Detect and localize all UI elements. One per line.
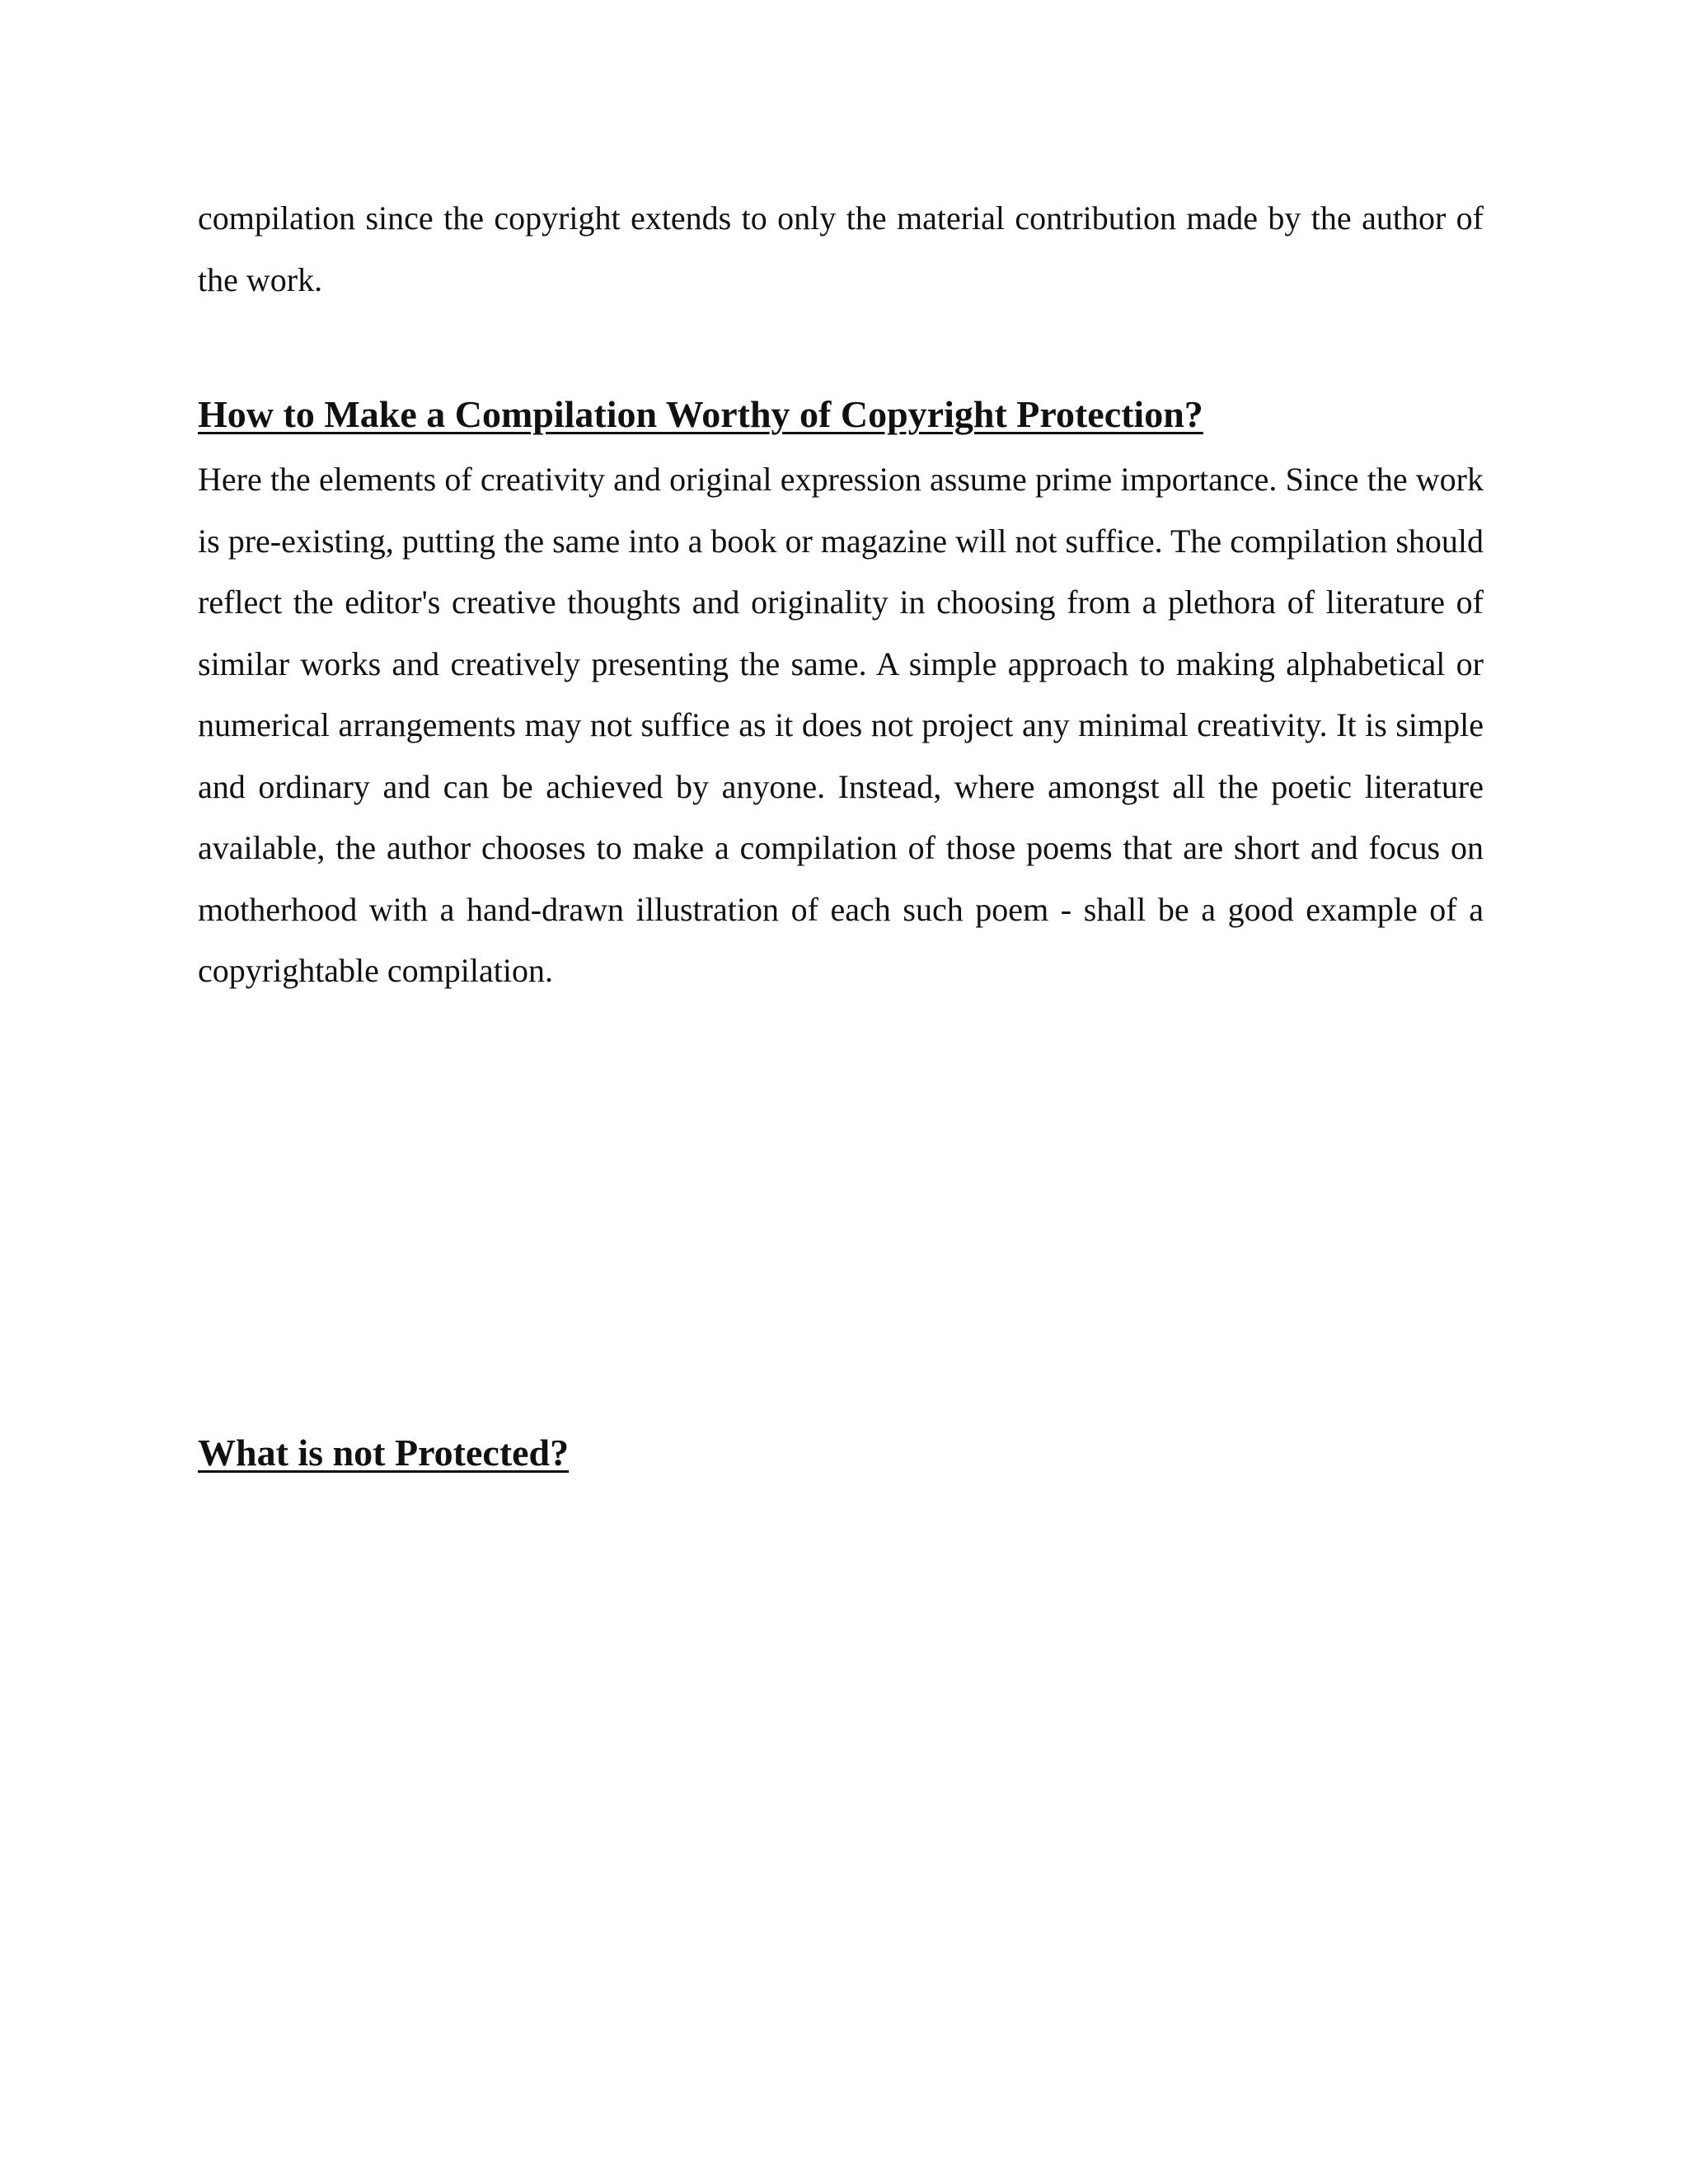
section-body-compilation-protection: Here the elements of creativity and original expression assume prime importance. Since the work is pre-existing, putting the same into a book or magazine will not suffice. The compilation should reflect the editor's creative thoughts and originality in choosing from a plethora of literature of similar works and creatively presenting the same. A simple approach to making alphabetical or numerical arrangements may not suffice as it does not project any minimal creativity. It is simple and ordinary and can be achieved by anyone. Instead, where amongst all the poetic literature available, the author chooses to make a compilation of those poems that are short and focus on motherhood with a hand-drawn illustration of each such poem - shall be a good example of a copyrightable compilation. — [198, 461, 1484, 989]
continued-paragraph: compilation since the copyright extends to only the material contribution made by the author of the work. — [198, 199, 1484, 298]
section-heading-not-protected: What is not Protected? — [198, 1432, 570, 1474]
section-heading-compilation-protection: How to Make a Compilation Worthy of Copyright Protection? — [198, 393, 1203, 435]
